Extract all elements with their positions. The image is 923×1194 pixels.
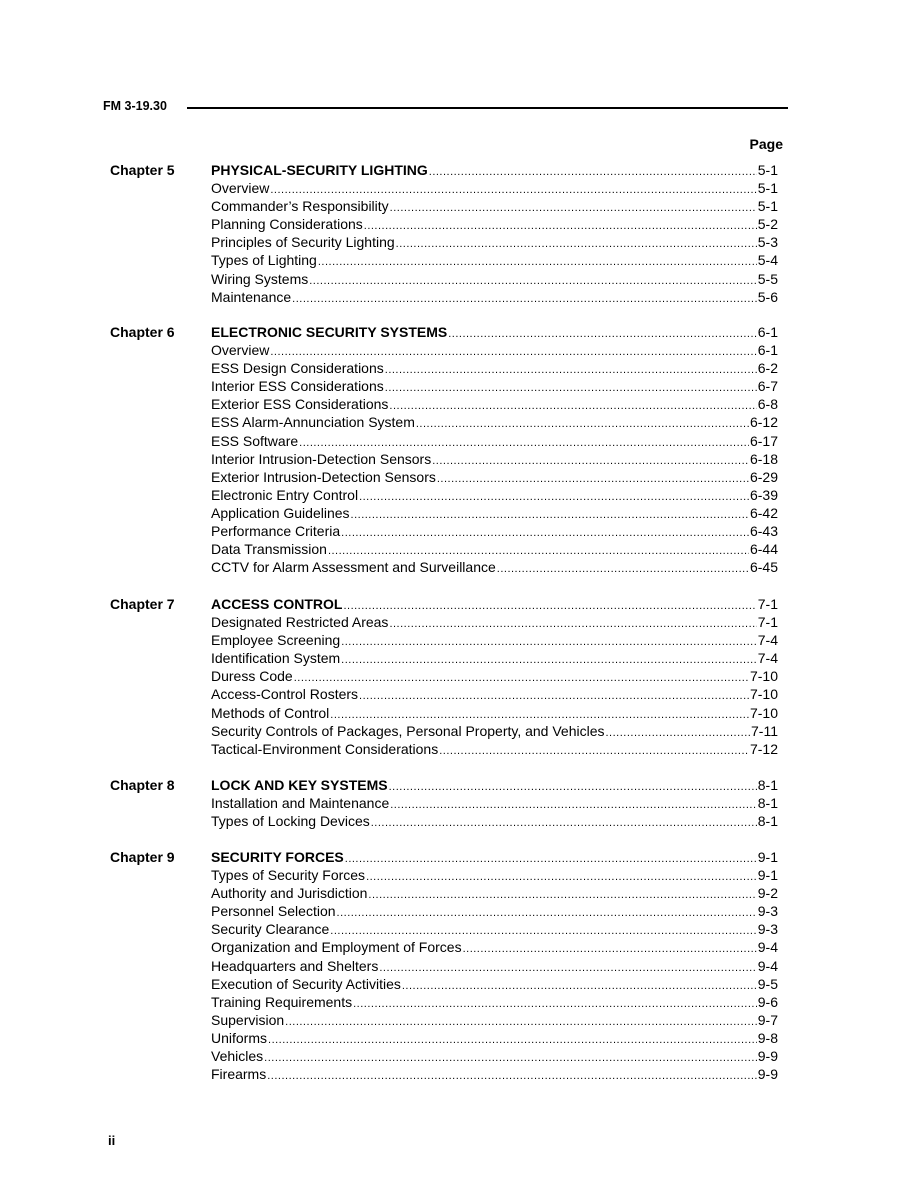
toc-entry-title: Access-Control Rosters — [211, 686, 359, 703]
page-column-label: Page — [749, 136, 783, 152]
toc-entry — [211, 722, 778, 740]
toc-entry — [211, 450, 778, 468]
toc-entry-page: 6-17 — [749, 432, 778, 449]
dot-leader — [318, 253, 757, 271]
toc-entry — [211, 975, 778, 993]
toc-entry — [211, 251, 778, 269]
toc-entry — [211, 215, 778, 233]
toc-entry-title: Maintenance — [211, 288, 292, 305]
toc-entry-title: SECURITY FORCES — [211, 849, 344, 865]
toc-entry-page: 9-9 — [757, 1066, 778, 1083]
toc-entry-title: Security Clearance — [211, 921, 330, 938]
toc-entry-title: Application Guidelines — [211, 504, 350, 521]
toc-entry — [211, 413, 778, 431]
toc-entry-title: Uniforms — [211, 1029, 268, 1046]
dot-leader — [606, 724, 751, 742]
toc-entry — [211, 197, 778, 215]
chapter-label: Chapter 6 — [110, 324, 175, 340]
toc-entry-page: 7-4 — [757, 650, 778, 667]
toc-entry-page: 7-10 — [749, 686, 778, 703]
toc-entry-page: 7-1 — [757, 614, 778, 631]
dot-leader — [402, 977, 757, 995]
toc-chapter-title-row — [211, 161, 778, 179]
toc-entry-title: LOCK AND KEY SYSTEMS — [211, 777, 388, 793]
dot-leader — [437, 470, 749, 488]
toc-entry-page: 5-2 — [757, 216, 778, 233]
toc-entry — [211, 613, 778, 631]
toc-entry-title: Authority and Jurisdiction — [211, 885, 368, 902]
toc-entry-page: 6-1 — [757, 324, 778, 340]
toc-entry — [211, 468, 778, 486]
toc-entry — [211, 993, 778, 1011]
toc-entry-title: Security Controls of Packages, Personal Property, and Vehicles — [211, 722, 605, 739]
toc-entry — [211, 902, 778, 920]
toc-entry — [211, 377, 778, 395]
toc-entry-title: Data Transmission — [211, 541, 327, 558]
toc-entry-title: Firearms — [211, 1066, 267, 1083]
toc-entry-page: 5-5 — [757, 270, 778, 287]
toc-entry — [211, 288, 778, 306]
dot-leader — [267, 1067, 757, 1085]
page-number: ii — [108, 1133, 116, 1148]
dot-leader — [390, 199, 757, 217]
toc-entry-page: 5-1 — [757, 198, 778, 215]
toc-entry-page: 9-9 — [757, 1048, 778, 1065]
toc-entry-page: 6-43 — [749, 523, 778, 540]
dot-leader — [368, 886, 756, 904]
dot-leader — [341, 633, 757, 651]
toc-entry-page: 6-8 — [757, 396, 778, 413]
toc-entry-page: 8-1 — [757, 777, 778, 793]
dot-leader — [497, 560, 749, 578]
dot-leader — [448, 325, 757, 343]
dot-leader — [285, 1013, 757, 1031]
toc-entry-title: Organization and Employment of Forces — [211, 939, 462, 956]
toc-entry-title: Types of Security Forces — [211, 867, 366, 884]
toc-entry-title: Types of Lighting — [211, 252, 317, 269]
dot-leader — [432, 452, 749, 470]
toc-entry-title: Identification System — [211, 650, 341, 667]
toc-entry-title: Principles of Security Lighting — [211, 234, 395, 251]
toc-entry-page: 9-2 — [757, 885, 778, 902]
toc-chapter-title-row — [211, 323, 778, 341]
toc-entry-page: 9-8 — [757, 1029, 778, 1046]
toc-entry-page: 6-2 — [757, 360, 778, 377]
toc-entry — [211, 558, 778, 576]
toc-entry — [211, 631, 778, 649]
chapter-label: Chapter 9 — [110, 849, 175, 865]
toc-entry-title: Training Requirements — [211, 993, 353, 1010]
toc-entry-title: Planning Considerations — [211, 216, 363, 233]
toc-entry — [211, 395, 778, 413]
toc-entry — [211, 884, 778, 902]
toc-chapter-title-row — [211, 595, 778, 613]
toc-entry-page: 6-44 — [749, 541, 778, 558]
toc-entry-title: ESS Software — [211, 432, 299, 449]
toc-entry-title: CCTV for Alarm Assessment and Surveillance — [211, 559, 496, 576]
toc-entry — [211, 522, 778, 540]
toc-entry-page: 8-1 — [757, 813, 778, 830]
toc-chapter-title-row — [211, 776, 778, 794]
toc-entry-page: 9-3 — [757, 903, 778, 920]
toc-entry-title: Overview — [211, 342, 270, 359]
dot-leader — [341, 524, 749, 542]
toc-entry-page: 6-42 — [749, 504, 778, 521]
toc-entry-title: Vehicles — [211, 1048, 264, 1065]
dot-leader — [294, 669, 749, 687]
chapter-label: Chapter 7 — [110, 596, 175, 612]
toc-entry-page: 7-1 — [757, 596, 778, 612]
dot-leader — [385, 379, 757, 397]
toc-entry-title: Installation and Maintenance — [211, 795, 390, 812]
dot-leader — [343, 597, 756, 615]
toc-entry-title: ESS Alarm-Annunciation System — [211, 414, 415, 431]
toc-entry-page: 9-6 — [757, 993, 778, 1010]
dot-leader — [268, 1031, 757, 1049]
toc-entry-title: Wiring Systems — [211, 270, 309, 287]
toc-entry-page: 7-11 — [751, 722, 778, 739]
dot-leader — [359, 687, 749, 705]
dot-leader — [337, 904, 757, 922]
dot-leader — [416, 415, 749, 433]
chapter-entries — [211, 848, 778, 1083]
toc-entry-page: 7-10 — [749, 704, 778, 721]
toc-entry-page: 5-6 — [757, 288, 778, 305]
dot-leader — [463, 940, 757, 958]
toc-entry-title: Tactical-Environment Considerations — [211, 740, 439, 757]
toc-entry-page: 5-1 — [757, 180, 778, 197]
dot-leader — [292, 290, 757, 308]
dot-leader — [366, 868, 757, 886]
toc-entry — [211, 685, 778, 703]
toc-entry — [211, 740, 778, 758]
toc-entry-page: 6-7 — [757, 378, 778, 395]
toc-entry-page: 5-3 — [757, 234, 778, 251]
toc-entry-title: Employee Screening — [211, 632, 341, 649]
dot-leader — [385, 361, 757, 379]
toc-entry-page: 7-4 — [757, 632, 778, 649]
toc-entry-title: ELECTRONIC SECURITY SYSTEMS — [211, 324, 448, 340]
chapter-entries — [211, 161, 778, 306]
toc-entry — [211, 1065, 778, 1083]
dot-leader — [371, 814, 757, 832]
toc-entry-title: Headquarters and Shelters — [211, 957, 379, 974]
dot-leader — [390, 796, 757, 814]
toc-entry-page: 9-1 — [757, 867, 778, 884]
toc-entry — [211, 359, 778, 377]
document-id: FM 3-19.30 — [103, 99, 167, 113]
toc-entry-page: 9-5 — [757, 975, 778, 992]
toc-entry-page: 9-3 — [757, 921, 778, 938]
toc-entry-page: 5-1 — [757, 162, 778, 178]
toc-entry-title: Supervision — [211, 1011, 285, 1028]
toc-entry — [211, 794, 778, 812]
toc-entry-title: Performance Criteria — [211, 523, 341, 540]
dot-leader — [389, 615, 756, 633]
toc-entry-title: Personnel Selection — [211, 903, 336, 920]
toc-entry — [211, 432, 778, 450]
dot-leader — [359, 488, 749, 506]
dot-leader — [429, 163, 757, 181]
toc-entry — [211, 938, 778, 956]
toc-entry — [211, 1047, 778, 1065]
toc-entry — [211, 540, 778, 558]
toc-entry — [211, 667, 778, 685]
toc-entry-title: Methods of Control — [211, 704, 330, 721]
chapter-label: Chapter 5 — [110, 162, 175, 178]
toc-entry-page: 6-18 — [749, 450, 778, 467]
toc-entry — [211, 233, 778, 251]
toc-entry — [211, 504, 778, 522]
chapter-entries — [211, 776, 778, 830]
toc-entry-title: Overview — [211, 180, 270, 197]
dot-leader — [364, 217, 757, 235]
chapter-label: Chapter 8 — [110, 777, 175, 793]
toc-chapter-title-row — [211, 848, 778, 866]
toc-entry — [211, 1029, 778, 1047]
header-rule — [187, 107, 788, 109]
toc-entry-page: 6-45 — [749, 559, 778, 576]
toc-entry-title: Commander’s Responsibility — [211, 198, 389, 215]
toc-entry-title: Designated Restricted Areas — [211, 614, 389, 631]
toc-entry-page: 9-1 — [757, 849, 778, 865]
toc-entry — [211, 270, 778, 288]
toc-entry-title: Interior ESS Considerations — [211, 378, 384, 395]
toc-entry — [211, 486, 778, 504]
toc-entry-page: 9-4 — [757, 957, 778, 974]
dot-leader — [379, 959, 756, 977]
chapter-entries — [211, 323, 778, 576]
toc-entry-page: 9-4 — [757, 939, 778, 956]
toc-entry — [211, 866, 778, 884]
toc-entry-title: Interior Intrusion-Detection Sensors — [211, 450, 432, 467]
dot-leader — [389, 397, 756, 415]
dot-leader — [264, 1049, 757, 1067]
toc-entry-page: 8-1 — [757, 795, 778, 812]
toc-entry-title: Duress Code — [211, 668, 293, 685]
toc-entry — [211, 341, 778, 359]
toc-entry-title: Execution of Security Activities — [211, 975, 401, 992]
toc-entry — [211, 957, 778, 975]
dot-leader — [351, 506, 749, 524]
toc-entry-page: 5-4 — [757, 252, 778, 269]
toc-entry — [211, 1011, 778, 1029]
dot-leader — [353, 995, 757, 1013]
toc-entry-title: Electronic Entry Control — [211, 486, 359, 503]
toc-entry-page: 6-29 — [749, 468, 778, 485]
toc-entry-page: 7-12 — [749, 740, 778, 757]
chapter-entries — [211, 595, 778, 758]
toc-entry-title: ESS Design Considerations — [211, 360, 384, 377]
toc-entry — [211, 920, 778, 938]
dot-leader — [389, 778, 757, 796]
dot-leader — [309, 272, 757, 290]
toc-entry-page: 7-10 — [749, 668, 778, 685]
dot-leader — [396, 235, 757, 253]
dot-leader — [341, 651, 757, 669]
toc-entry — [211, 812, 778, 830]
toc-entry-title: ACCESS CONTROL — [211, 596, 343, 612]
dot-leader — [345, 850, 757, 868]
toc-entry-title: Types of Locking Devices — [211, 813, 370, 830]
toc-entry-page: 6-39 — [749, 486, 778, 503]
toc-entry — [211, 649, 778, 667]
toc-entry-page: 9-7 — [757, 1011, 778, 1028]
dot-leader — [439, 742, 749, 760]
toc-entry-page: 6-12 — [749, 414, 778, 431]
toc-entry-title: PHYSICAL-SECURITY LIGHTING — [211, 162, 428, 178]
toc-entry-title: Exterior Intrusion-Detection Sensors — [211, 468, 436, 485]
toc-entry — [211, 179, 778, 197]
toc-entry — [211, 704, 778, 722]
toc-entry-page: 6-1 — [757, 342, 778, 359]
toc-entry-title: Exterior ESS Considerations — [211, 396, 389, 413]
